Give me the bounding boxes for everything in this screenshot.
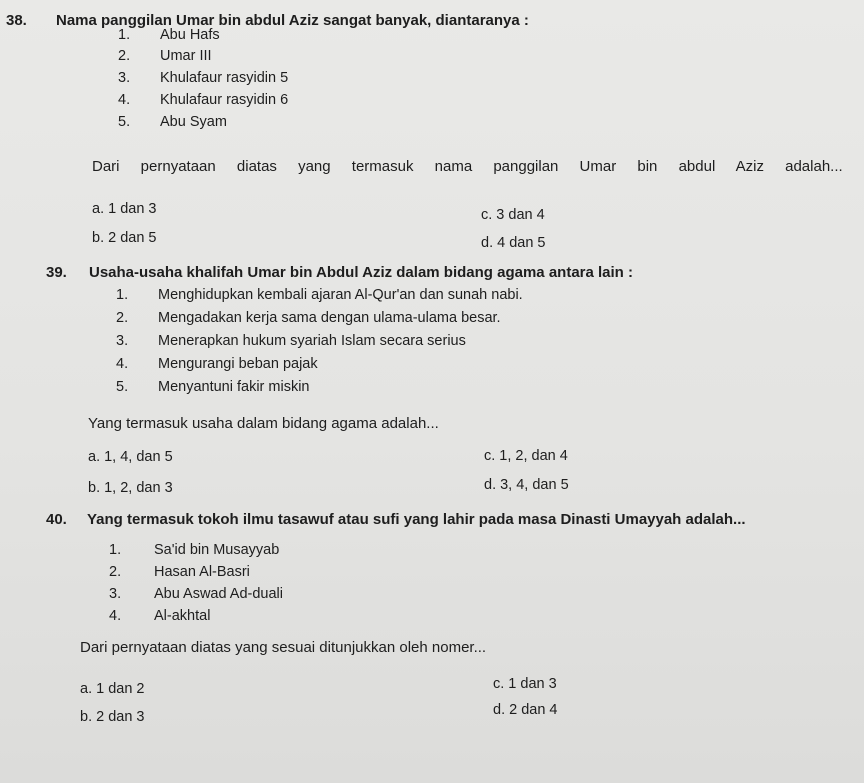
question-38-item-4: Khulafaur rasyidin 6	[160, 92, 289, 108]
question-40-item-4-number: 4.	[109, 608, 122, 624]
question-39-option-a[interactable]: a. 1, 4, dan 5	[88, 449, 173, 465]
question-38-number: 38.	[6, 12, 27, 29]
question-39-option-d[interactable]: d. 3, 4, dan 5	[484, 477, 569, 493]
question-38-item-5: Abu Syam	[160, 114, 227, 130]
question-38-item-3-number: 3.	[118, 70, 131, 86]
question-38-text: Nama panggilan Umar bin abdul Aziz sangat banyak, diantaranya :	[56, 12, 529, 29]
question-39-item-5-number: 5.	[116, 379, 129, 395]
question-40-item-1: Sa'id bin Musayyab	[154, 542, 280, 558]
question-39-item-3: Menerapkan hukum syariah Islam secara serius	[158, 333, 466, 349]
question-40-item-2: Hasan Al-Basri	[154, 564, 250, 580]
question-39-item-2-number: 2.	[116, 310, 129, 326]
question-39-item-4: Mengurangi beban pajak	[158, 356, 318, 372]
question-38-item-3: Khulafaur rasyidin 5	[160, 70, 289, 86]
question-38-option-d[interactable]: d. 4 dan 5	[481, 235, 546, 251]
question-40-number: 40.	[46, 511, 67, 528]
question-38-item-2-number: 2.	[118, 48, 131, 64]
question-38-statement: Dari pernyataan diatas yang termasuk nama panggilan Umar bin abdul Aziz adalah...	[92, 158, 843, 175]
question-39-item-2: Mengadakan kerja sama dengan ulama-ulama besar.	[158, 310, 501, 326]
question-38-item-4-number: 4.	[118, 92, 131, 108]
question-39-item-5: Menyantuni fakir miskin	[158, 379, 310, 395]
question-40-text: Yang termasuk tokoh ilmu tasawuf atau sufi yang lahir pada masa Dinasti Umayyah adalah...	[87, 511, 746, 528]
question-38-item-5-number: 5.	[118, 114, 131, 130]
question-40-item-4: Al-akhtal	[154, 608, 211, 624]
question-38-option-a[interactable]: a. 1 dan 3	[92, 201, 157, 217]
question-39-item-1: Menghidupkan kembali ajaran Al-Qur'an dan sunah nabi.	[158, 287, 523, 303]
question-40-item-2-number: 2.	[109, 564, 122, 580]
question-40-item-3: Abu Aswad Ad-duali	[154, 586, 283, 602]
question-38-option-b[interactable]: b. 2 dan 5	[92, 230, 157, 246]
question-39-item-4-number: 4.	[116, 356, 129, 372]
question-40-item-1-number: 1.	[109, 542, 122, 558]
question-39-option-b[interactable]: b. 1, 2, dan 3	[88, 480, 173, 496]
question-40-option-c[interactable]: c. 1 dan 3	[493, 676, 557, 692]
question-40-option-a[interactable]: a. 1 dan 2	[80, 681, 145, 697]
question-39-option-c[interactable]: c. 1, 2, dan 4	[484, 448, 568, 464]
question-38-item-1-number: 1.	[118, 27, 131, 43]
question-40-option-b[interactable]: b. 2 dan 3	[80, 709, 145, 725]
question-38-item-1: Abu Hafs	[160, 27, 220, 43]
question-40-statement: Dari pernyataan diatas yang sesuai ditunjukkan oleh nomer...	[80, 639, 487, 656]
question-39-statement: Yang termasuk usaha dalam bidang agama adalah...	[88, 415, 439, 432]
question-39-item-3-number: 3.	[116, 333, 129, 349]
question-40-item-3-number: 3.	[109, 586, 122, 602]
question-39-item-1-number: 1.	[116, 287, 129, 303]
question-40-option-d[interactable]: d. 2 dan 4	[493, 702, 558, 718]
question-39-text: Usaha-usaha khalifah Umar bin Abdul Aziz dalam bidang agama antara lain :	[89, 264, 634, 281]
question-38-item-2: Umar III	[160, 48, 212, 64]
question-38-option-c[interactable]: c. 3 dan 4	[481, 207, 545, 223]
question-39-number: 39.	[46, 264, 67, 281]
